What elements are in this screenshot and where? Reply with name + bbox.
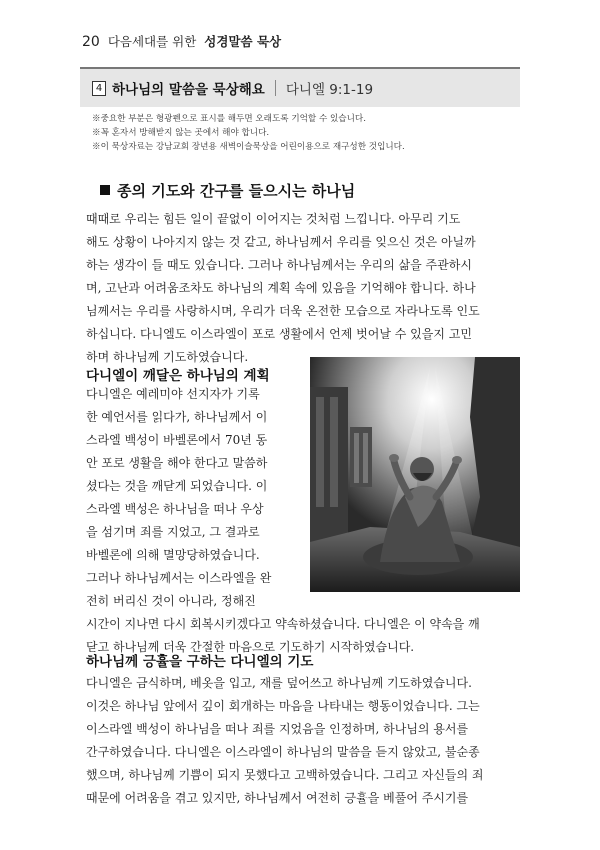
- text-line: 하며 하나님께 기도하였습니다.: [86, 350, 249, 364]
- text-line: 한 예언서를 읽다가, 하나님께서 이: [86, 410, 268, 424]
- book-title: 성경말씀 묵상: [204, 34, 282, 49]
- text-line: 셨다는 것을 깨닫게 되었습니다. 이: [86, 479, 268, 493]
- intro-paragraph: [86, 208, 518, 369]
- text-line: 전히 버리신 것이 아니라, 정해진: [86, 594, 256, 608]
- text-line: 다니엘은 금식하며, 베옷을 입고, 재를 덮어쓰고 하나님께 기도하였습니다.: [86, 676, 472, 690]
- text-line: 해도 상황이 나아지지 않는 것 같고, 하나님께서 우리를 잊으신 것은 아닐까: [86, 235, 476, 249]
- text-line: 바벨론에 의해 멸망당하였습니다.: [86, 548, 260, 562]
- plan-paragraph-narrow: [86, 383, 296, 613]
- text-line: 간구하였습니다. 다니엘은 이스라엘이 하나님의 말씀을 듣지 않았고, 불순종: [86, 745, 480, 759]
- text-line: 이스라엘 백성이 하나님을 떠나 죄를 지었음을 인정하며, 하나님의 용서를: [86, 722, 469, 736]
- text-line: 하는 생각이 들 때도 있습니다. 그러나 하나님께서는 우리의 삶을 주관하시: [86, 258, 472, 272]
- text-line: 이것은 하나님 앞에서 깊이 회개하는 마음을 나타내는 행동이었습니다. 그는: [86, 699, 480, 713]
- text-line: 다니엘은 예레미야 선지자가 기록: [86, 387, 260, 401]
- text-line: 하십니다. 다니엘도 이스라엘이 포로 생활에서 언제 벗어날 수 있을지 고민: [86, 327, 472, 341]
- subheading-plan: 다니엘이 깨달은 하나님의 계획: [86, 368, 270, 384]
- text-line: 때문에 어려움을 겪고 있지만, 하나님께서 여전히 긍휼을 베풀어 주시기를: [86, 791, 469, 805]
- notes-block: [92, 112, 405, 154]
- note-line: ※중요한 부분은 형광펜으로 표시를 해두면 오래도록 기억할 수 있습니다.: [92, 114, 366, 124]
- text-line: 며, 고난과 어려움조차도 하나님의 계획 속에 있음을 기억해야 합니다. 하나: [86, 281, 476, 295]
- scripture-reference: 다니엘 9:1-19: [285, 82, 374, 98]
- main-heading-text: 종의 기도와 간구를 들으시는 하나님: [117, 182, 356, 200]
- subheading-prayer: 하나님께 긍휼을 구하는 다니엘의 기도: [86, 654, 314, 670]
- text-line: 시간이 지나면 다시 회복시키겠다고 약속하셨습니다. 다니엘은 이 약속을 깨: [86, 617, 480, 631]
- text-line: 님께서는 우리를 사랑하시며, 우리가 더욱 온전한 모습으로 자라나도록 인도: [86, 304, 480, 318]
- main-heading: [100, 180, 355, 201]
- running-header: [82, 32, 281, 50]
- note-line: ※꼭 혼자서 방해받지 않는 곳에서 해야 합니다.: [92, 128, 270, 138]
- banner-title: 하나님의 말씀을 묵상해요: [112, 82, 265, 98]
- banner-divider: [275, 80, 276, 96]
- text-line: 스라엘 백성이 바벨론에서 70년 동: [86, 433, 268, 447]
- text-line: 그러나 하나님께서는 이스라엘을 완: [86, 571, 272, 585]
- text-line: 스라엘 백성은 하나님을 떠나 우상: [86, 502, 264, 516]
- text-line: 안 포로 생활을 해야 한다고 말씀하: [86, 456, 268, 470]
- text-line: 했으며, 하나님께 기쁨이 되지 못했다고 고백하였습니다. 그리고 자신들의 죄: [86, 768, 484, 782]
- page-number: 20: [82, 34, 100, 50]
- banner-number: 4: [92, 81, 106, 96]
- book-subtitle: 다음세대를 위한: [107, 34, 197, 49]
- praying-daniel-illustration: [310, 357, 520, 592]
- prayer-paragraph: [86, 672, 518, 810]
- text-line: 닫고 하나님께 더욱 간절한 마음으로 기도하기 시작하였습니다.: [86, 640, 415, 654]
- note-line: ※이 묵상자료는 강남교회 장년용 새벽이슬묵상을 어린이용으로 재구성한 것입니다.: [92, 142, 405, 152]
- square-bullet-icon: [100, 185, 110, 195]
- text-line: 때때로 우리는 힘든 일이 끝없이 이어지는 것처럼 느낍니다. 아무리 기도: [86, 212, 461, 226]
- text-line: 을 섬기며 죄를 지었고, 그 결과로: [86, 525, 260, 539]
- section-banner: [80, 67, 520, 107]
